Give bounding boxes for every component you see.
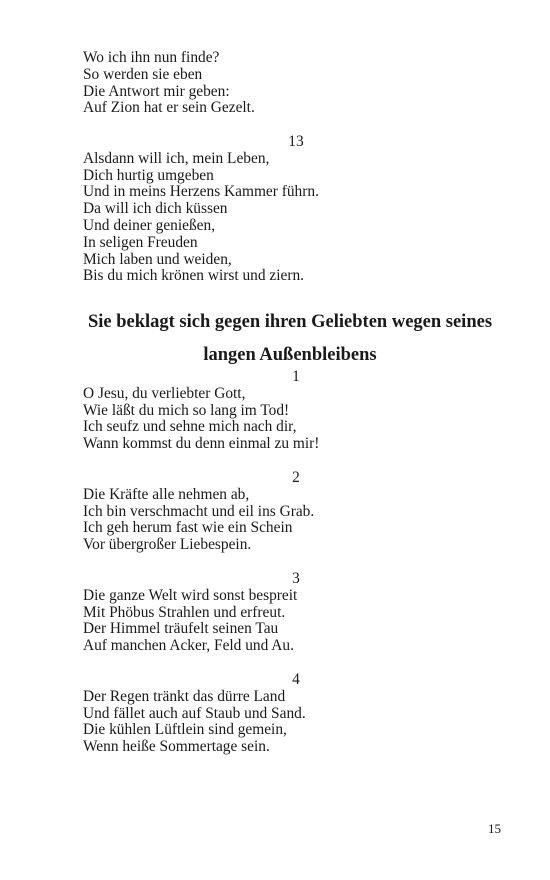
page-number: 15 [488,821,501,836]
poem-stanza-3 [83,571,513,655]
verse-line: Und in meins Herzens Kammer führn. [83,183,319,201]
poem-stanza-4 [83,672,513,756]
verse-line: Und deiner genießen, [83,216,216,234]
verse-line: Bis du mich krönen wirst und ziern. [83,267,304,285]
stanza-number: 3 [292,570,300,587]
stanza-number: 2 [292,469,300,486]
verse-line: Wie läßt du mich so lang im Tod! [83,401,290,419]
verse-line: Und fället auch auf Staub und Sand. [83,704,306,722]
poem-stanza-2 [83,470,513,554]
stanza-number: 1 [292,368,300,385]
verse-line: Wann kommst du denn einmal zu mir! [83,435,320,453]
verse-line: Auf manchen Acker, Feld und Au. [83,637,294,655]
verse-line: Ich seufz und sehne mich nach dir, [83,418,297,436]
verse-line: Die Kräfte alle nehmen ab, [83,485,250,503]
verse-line: Vor übergroßer Liebespein. [83,536,252,554]
verse-line: Die ganze Welt wird sonst bespreit [83,586,298,604]
verse-line: Die kühlen Lüftlein sind gemein, [83,721,287,739]
verse-line: Wo ich ihn nun finde? [83,49,220,66]
verse-line: Wenn heiße Sommertage sein. [83,738,270,756]
verse-line: Mit Phöbus Strahlen und erfreut. [83,603,286,621]
poem-title-line-1: Sie beklagt sich gegen ihren Geliebten wegen seines [87,312,493,332]
poem-title-line-2: langen Außenbleibens [203,345,377,365]
prev-poem-stanza-13 [83,134,513,285]
poem-stanza-1 [83,369,513,453]
verse-line: O Jesu, du verliebter Gott, [83,384,246,402]
verse-line: Mich laben und weiden, [83,250,232,268]
prev-poem-stanza-12-tail [83,50,513,117]
verse-line: Der Himmel träufelt seinen Tau [83,620,279,638]
verse-line: Die Antwort mir geben: [83,82,230,100]
verse-line: Ich bin verschmacht und eil ins Grab. [83,502,315,520]
verse-line: Auf Zion hat er sein Gezelt. [83,99,255,117]
verse-line: So werden sie eben [83,65,203,83]
verse-line: Alsdann will ich, mein Leben, [83,149,270,167]
stanza-number: 4 [292,671,300,688]
verse-line: Da will ich dich küssen [83,200,228,218]
verse-line: Dich hurtig umgeben [83,166,214,184]
verse-line: Der Regen tränkt das dürre Land [83,687,286,705]
stanza-number: 13 [288,133,304,150]
verse-line: In seligen Freuden [83,233,198,251]
verse-line: Ich geh herum fast wie ein Schein [83,519,293,537]
